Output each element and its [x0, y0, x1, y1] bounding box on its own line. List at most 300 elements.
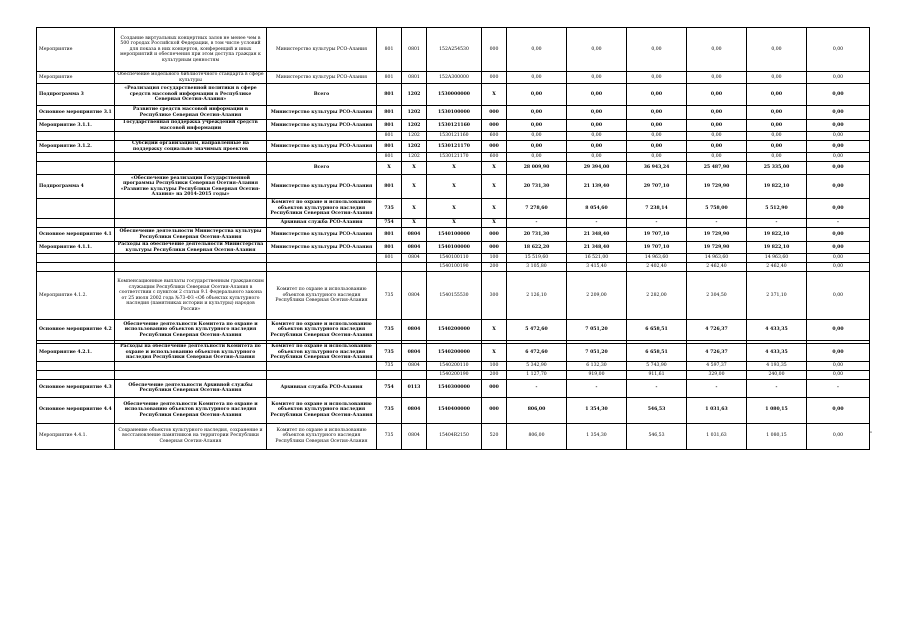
table-cell: 0,00 [807, 370, 870, 379]
table-cell: 1540200190 [427, 370, 482, 379]
table-row [37, 228, 870, 242]
table-cell: 000 [482, 228, 507, 242]
table-cell: 801 [377, 106, 402, 120]
table-cell: 4 433,35 [747, 344, 807, 362]
table-cell: 0,00 [807, 361, 870, 370]
table-row [37, 397, 870, 423]
table-cell: 0801 [402, 28, 427, 72]
table-cell [115, 361, 267, 370]
table-row [37, 153, 870, 162]
table-row [37, 361, 870, 370]
table-row [37, 423, 870, 449]
table-cell: Мероприятие 4.2.1. [37, 344, 115, 362]
table-cell: Х [377, 162, 402, 175]
table-cell: Мероприятие 3.1.1. [37, 120, 115, 132]
table-cell: 0,00 [507, 132, 567, 141]
table-cell: 1540200000 [427, 320, 482, 341]
table-cell: 0,00 [807, 397, 870, 423]
table-cell: 19 729,90 [687, 175, 747, 199]
table-cell: 0,00 [747, 120, 807, 132]
table-cell: 0,00 [747, 28, 807, 72]
table-cell: 1 127,70 [507, 370, 567, 379]
table-cell: 19 729,90 [687, 228, 747, 242]
table-cell: 300 [482, 272, 507, 320]
table-cell [37, 361, 115, 370]
table-cell: 0,00 [627, 120, 687, 132]
table-cell: 0,00 [807, 320, 870, 341]
table-cell: 8 054,60 [567, 199, 627, 219]
table-cell: 806,00 [507, 423, 567, 449]
table-cell: Расходы на обеспечение деятельности Министерства культуры Республики Северная Осетия-Алания [115, 242, 267, 254]
table-cell: 801 [377, 228, 402, 242]
table-cell: 0,00 [747, 106, 807, 120]
table-cell: Обеспечение модельного библиотечного стандарта в сфере культуры [115, 72, 267, 84]
table-cell: 754 [377, 219, 402, 228]
table-cell: 1540300000 [427, 379, 482, 397]
table-cell: 735 [377, 423, 402, 449]
table-cell: 0,00 [807, 254, 870, 263]
table-cell: 1540400000 [427, 397, 482, 423]
table-cell: 1 080,15 [747, 423, 807, 449]
table-cell: 801 [377, 141, 402, 153]
table-cell: Мероприятие [37, 28, 115, 72]
table-row [37, 141, 870, 153]
table-cell: Основное мероприятие 4.2 [37, 320, 115, 341]
table-cell [115, 199, 267, 219]
table-cell: 2 462,40 [687, 263, 747, 272]
table-body [37, 28, 873, 450]
table-cell: Х [427, 199, 482, 219]
table-cell: 1 080,15 [747, 397, 807, 423]
table-cell: - [687, 219, 747, 228]
table-cell [267, 370, 377, 379]
table-cell: Основное мероприятие 4.3 [37, 379, 115, 397]
table-row [37, 132, 870, 141]
table-cell: 1540200110 [427, 361, 482, 370]
table-cell: 5 512,90 [747, 199, 807, 219]
table-cell: Подпрограмма 4 [37, 175, 115, 199]
table-cell: 329,00 [687, 370, 747, 379]
table-cell: 1540100000 [427, 242, 482, 254]
table-cell: 0,00 [687, 72, 747, 84]
table-row [37, 84, 870, 106]
table-cell: 0,00 [627, 153, 687, 162]
table-cell: Х [427, 175, 482, 199]
table-cell: 14 963,60 [687, 254, 747, 263]
table-cell: 0,00 [627, 141, 687, 153]
table-cell: 0,00 [567, 153, 627, 162]
table-cell: 1530121160 [427, 132, 482, 141]
table-cell: Комитет по охране и использованию объектов культурного наследия Республики Северная Осетия-Алания [267, 397, 377, 423]
table-cell: Х [482, 175, 507, 199]
table-cell: 1202 [402, 153, 427, 162]
table-cell: Х [402, 175, 427, 199]
table-cell: 0,00 [747, 72, 807, 84]
table-cell: Мероприятие 4.4.1. [37, 423, 115, 449]
table-cell: Министерство культуры РСО-Алания [267, 120, 377, 132]
table-cell [115, 370, 267, 379]
table-cell: Всего [267, 84, 377, 106]
table-cell: 0,00 [567, 132, 627, 141]
table-cell [115, 162, 267, 175]
table-cell [115, 219, 267, 228]
table-cell: 0,00 [567, 28, 627, 72]
table-cell: 20 731,30 [507, 228, 567, 242]
table-cell: 911,61 [627, 370, 687, 379]
table-cell: 25 335,00 [747, 162, 807, 175]
table-cell: Архивная служба РСО-Алания [267, 219, 377, 228]
table-cell: «Реализация государственной политики в сфере средств массовой информации в Республике Северная Осетия-Алания» [115, 84, 267, 106]
table-cell: 000 [482, 242, 507, 254]
table-cell [267, 254, 377, 263]
table-cell: Комитет по охране и использованию объектов культурного наследия Республики Северная Осетия-Алания [267, 423, 377, 449]
table-cell: 19 822,10 [747, 228, 807, 242]
table-cell: Комитет по охране и использованию объектов культурного наследия Республики Северная Осетия-Алания [267, 199, 377, 219]
table-cell [37, 153, 115, 162]
table-cell [377, 263, 402, 272]
table-cell: 7 278,60 [507, 199, 567, 219]
table-cell: 0804 [402, 320, 427, 341]
table-cell [267, 361, 377, 370]
table-cell: - [507, 379, 567, 397]
table-row [37, 379, 870, 397]
table-cell: - [507, 219, 567, 228]
budget-table [36, 27, 873, 450]
table-cell: 240,00 [747, 370, 807, 379]
table-cell: 0,00 [807, 162, 870, 175]
table-cell: 1 354,30 [567, 397, 627, 423]
table-cell: 36 943,24 [627, 162, 687, 175]
table-cell: 000 [482, 72, 507, 84]
table-cell: 4 433,35 [747, 320, 807, 341]
table-cell: Министерство культуры РСО-Алания [267, 242, 377, 254]
table-cell [37, 199, 115, 219]
table-cell: Архивная служба РСО-Алания [267, 379, 377, 397]
table-cell: 0,00 [687, 84, 747, 106]
table-cell: Расходы на обеспечение деятельности Комитета по охране и использованию объектов культурного наследия Республики Северная Осетия-Алания [115, 344, 267, 362]
table-cell: Всего [267, 162, 377, 175]
table-cell [37, 263, 115, 272]
table-cell: Х [482, 344, 507, 362]
table-cell: 000 [482, 141, 507, 153]
table-cell: 14 963,60 [627, 254, 687, 263]
table-cell: 000 [482, 120, 507, 132]
table-cell: 19 822,10 [747, 242, 807, 254]
table-cell [267, 132, 377, 141]
table-cell: 801 [377, 132, 402, 141]
table-cell: 520 [482, 423, 507, 449]
table-row [37, 344, 870, 362]
table-cell [267, 263, 377, 272]
table-cell: 7 051,20 [567, 344, 627, 362]
table-cell: 1530121170 [427, 141, 482, 153]
table-cell: 0804 [402, 397, 427, 423]
table-cell: 29 394,00 [567, 162, 627, 175]
table-cell: 5 342,90 [507, 361, 567, 370]
table-cell: 919,00 [567, 370, 627, 379]
table-cell: 735 [377, 199, 402, 219]
table-cell: 152А254530 [427, 28, 482, 72]
table-row [37, 254, 870, 263]
table-cell: 0,00 [807, 84, 870, 106]
table-row [37, 370, 870, 379]
table-cell: 0,00 [807, 132, 870, 141]
table-cell: 1 031,63 [687, 397, 747, 423]
table-cell: 0804 [402, 272, 427, 320]
table-cell: 4 597,37 [687, 361, 747, 370]
table-cell: 0,00 [807, 228, 870, 242]
table-row [37, 199, 870, 219]
table-cell: 2 304,50 [687, 272, 747, 320]
table-cell: Государственная поддержка учреждений средств массовой информации [115, 120, 267, 132]
table-cell: 0,00 [687, 153, 747, 162]
table-cell: 2 126,10 [507, 272, 567, 320]
table-cell: 0,00 [807, 344, 870, 362]
table-cell: Комитет по охране и использованию объектов культурного наследия Республики Северная Осетия-Алания [267, 344, 377, 362]
table-cell: 152А300000 [427, 72, 482, 84]
table-cell: 0,00 [627, 106, 687, 120]
table-cell: 0,00 [807, 106, 870, 120]
table-cell: 0,00 [567, 84, 627, 106]
table-cell: 6 658,51 [627, 344, 687, 362]
table-cell: Обеспечение деятельности Архивной службы Республики Северная Осетия-Алания [115, 379, 267, 397]
table-cell: 0,00 [627, 132, 687, 141]
table-cell: - [807, 219, 870, 228]
table-cell: 0,00 [687, 120, 747, 132]
table-cell: 0,00 [807, 72, 870, 84]
table-cell: 0,00 [687, 28, 747, 72]
table-cell: Мероприятие [37, 72, 115, 84]
table-cell: 735 [377, 344, 402, 362]
table-cell: 5 758,00 [687, 199, 747, 219]
table-cell: 19 729,90 [687, 242, 747, 254]
table-cell: 0804 [402, 423, 427, 449]
table-cell: 0,00 [807, 120, 870, 132]
table-cell: 1202 [402, 141, 427, 153]
table-cell: 1540100110 [427, 254, 482, 263]
table-cell: Компенсационные выплаты государственным гражданским служащим Республики Северная Осетия-Алания в соответствии с пунктом 2 статьи 9.1 Федерального закона от 25 июля 2002 года №73-ФЗ «Об объектах культурного наследия (памятниках истории и культуры) народов России» [115, 272, 267, 320]
table-cell: 1540155530 [427, 272, 482, 320]
table-cell [37, 370, 115, 379]
table-cell: 801 [377, 153, 402, 162]
table-cell: 806,00 [507, 397, 567, 423]
table-cell: 4 726,37 [687, 320, 747, 341]
table-cell: Основное мероприятие 4.1 [37, 228, 115, 242]
table-cell: 20 731,30 [507, 175, 567, 199]
table-cell: 1202 [402, 120, 427, 132]
table-cell: 0,00 [807, 153, 870, 162]
table-cell: 0,00 [507, 84, 567, 106]
table-cell: 546,53 [627, 397, 687, 423]
table-cell: 0804 [402, 361, 427, 370]
table-cell: 1540100000 [427, 228, 482, 242]
table-cell: 200 [482, 263, 507, 272]
table-cell: 1202 [402, 84, 427, 106]
table-cell: 0,00 [687, 141, 747, 153]
table-cell: 0,00 [807, 175, 870, 199]
table-cell: 754 [377, 379, 402, 397]
table-cell: 0,00 [687, 132, 747, 141]
table-cell: 1530100000 [427, 106, 482, 120]
table-cell [267, 153, 377, 162]
table-cell: Министерство культуры РСО-Алания [267, 141, 377, 153]
table-cell: 5 472,60 [507, 320, 567, 341]
table-cell: - [627, 219, 687, 228]
table-cell: 801 [377, 72, 402, 84]
table-cell: 1530121160 [427, 120, 482, 132]
table-cell: Х [482, 320, 507, 341]
table-cell: Создание виртуальных концертных залов не менее чем в 500 городах Российской Федерации, в том числе условий для показа в них концертов, конференций и иных мероприятий и обеспечения при этом доступа граждан к культурным ценностям [115, 28, 267, 72]
table-cell: 1202 [402, 132, 427, 141]
table-cell: Обеспечение деятельности Комитета по охране и использованию объектов культурного наследия Республики Северная Осетия-Алания [115, 397, 267, 423]
table-cell: 19 822,10 [747, 175, 807, 199]
table-cell: 2 371,10 [747, 272, 807, 320]
table-cell: 0804 [402, 254, 427, 263]
table-row [37, 175, 870, 199]
table-cell: Сохранение объектов культурного наследия, сохранение и восстановление памятников на территории Республики Северная Осетия-Алания [115, 423, 267, 449]
table-cell: Х [427, 162, 482, 175]
table-cell: 15 519,60 [507, 254, 567, 263]
table-cell: 3 105,80 [507, 263, 567, 272]
table-cell: 0,00 [627, 72, 687, 84]
table-cell [37, 162, 115, 175]
table-row [37, 263, 870, 272]
table-cell: 0804 [402, 242, 427, 254]
table-row [37, 120, 870, 132]
table-cell [37, 254, 115, 263]
table-cell [402, 370, 427, 379]
table-cell: Мероприятие 3.1.2. [37, 141, 115, 153]
table-cell: Х [402, 219, 427, 228]
table-cell: Х [402, 162, 427, 175]
table-cell: - [567, 379, 627, 397]
table-cell: 0804 [402, 344, 427, 362]
table-cell: - [627, 379, 687, 397]
table-cell: 000 [482, 397, 507, 423]
table-cell: 28 009,90 [507, 162, 567, 175]
table-cell: 000 [482, 28, 507, 72]
table-row [37, 106, 870, 120]
table-cell: 6 658,51 [627, 320, 687, 341]
table-cell: 000 [482, 106, 507, 120]
table-row [37, 272, 870, 320]
table-cell: 25 487,90 [687, 162, 747, 175]
table-cell: 1202 [402, 106, 427, 120]
table-cell: Основное мероприятие 4.4 [37, 397, 115, 423]
table-cell: 801 [377, 175, 402, 199]
table-cell: 0,00 [627, 84, 687, 106]
table-cell: - [687, 379, 747, 397]
table-cell: Обеспечение деятельности Министерства культуры Республики Северная Осетия-Алания [115, 228, 267, 242]
table-cell: 19 707,10 [627, 228, 687, 242]
table-cell: 0,00 [747, 132, 807, 141]
table-cell: 0,00 [567, 106, 627, 120]
table-cell: Х [482, 199, 507, 219]
table-cell: 0,00 [807, 263, 870, 272]
table-cell: 100 [482, 254, 507, 263]
table-cell: Мероприятие 4.1.1. [37, 242, 115, 254]
table-cell: Х [427, 219, 482, 228]
table-cell: Министерство культуры РСО-Алания [267, 175, 377, 199]
table-cell: Комитет по охране и использованию объектов культурного наследия Республики Северная Осетия-Алания [267, 320, 377, 341]
table-cell: 0,00 [567, 120, 627, 132]
table-cell: 6 132,30 [567, 361, 627, 370]
table-cell: 2 209,00 [567, 272, 627, 320]
table-cell: 0,00 [507, 106, 567, 120]
table-cell: 21 348,40 [567, 228, 627, 242]
table-cell: 7 238,14 [627, 199, 687, 219]
table-cell: 14 963,60 [747, 254, 807, 263]
table-row [37, 242, 870, 254]
table-cell [377, 370, 402, 379]
table-cell: 0,00 [747, 84, 807, 106]
table-row [37, 320, 870, 341]
table-cell: 0,00 [507, 141, 567, 153]
table-cell: Министерство культуры РСО-Алания [267, 228, 377, 242]
table-cell: 0,00 [567, 141, 627, 153]
table-cell: Министерство культуры РСО-Алания [267, 72, 377, 84]
table-cell: Х [482, 219, 507, 228]
table-cell: Министерство культуры РСО-Алания [267, 28, 377, 72]
table-cell [37, 132, 115, 141]
table-cell: 6 472,60 [507, 344, 567, 362]
table-cell: 801 [377, 242, 402, 254]
table-cell: 0804 [402, 228, 427, 242]
table-cell: 100 [482, 361, 507, 370]
table-cell: 1540200000 [427, 344, 482, 362]
table-cell: 3 415,40 [567, 263, 627, 272]
table-cell: 1 031,63 [687, 423, 747, 449]
table-cell: 0,00 [687, 106, 747, 120]
table-cell: 0801 [402, 72, 427, 84]
table-cell: 200 [482, 370, 507, 379]
table-cell [115, 263, 267, 272]
table-cell: 0,00 [807, 199, 870, 219]
table-cell: 801 [377, 84, 402, 106]
table-cell: 18 622,20 [507, 242, 567, 254]
table-row [37, 72, 870, 84]
table-cell: 2 282,00 [627, 272, 687, 320]
table-cell: 15404R2150 [427, 423, 482, 449]
table-cell: 600 [482, 132, 507, 141]
table-cell [115, 132, 267, 141]
table-cell: 1530000000 [427, 84, 482, 106]
table-cell: 0,00 [507, 120, 567, 132]
table-cell [115, 153, 267, 162]
table-cell: Развитие средств массовой информации в Республике Северная Осетия-Алания [115, 106, 267, 120]
table-cell: 2 462,40 [747, 263, 807, 272]
table-cell: 735 [377, 397, 402, 423]
table-cell: Основное мероприятие 3.1 [37, 106, 115, 120]
table-cell: 0,00 [507, 72, 567, 84]
table-cell: 29 707,10 [627, 175, 687, 199]
table-cell: 7 051,20 [567, 320, 627, 341]
table-cell: 546,53 [627, 423, 687, 449]
table-cell: 0,00 [747, 141, 807, 153]
page-mark: " [870, 431, 873, 437]
table-cell: 1 354,30 [567, 423, 627, 449]
table-cell: - [807, 379, 870, 397]
table-cell: 735 [377, 320, 402, 341]
table-cell [115, 254, 267, 263]
table-row [37, 162, 870, 175]
table-cell: - [747, 219, 807, 228]
table-cell: Мероприятие 4.1.2. [37, 272, 115, 320]
table-cell: 735 [377, 272, 402, 320]
table-cell: Подпрограмма 3 [37, 84, 115, 106]
table-cell: 0,00 [807, 28, 870, 72]
table-cell: 801 [377, 120, 402, 132]
